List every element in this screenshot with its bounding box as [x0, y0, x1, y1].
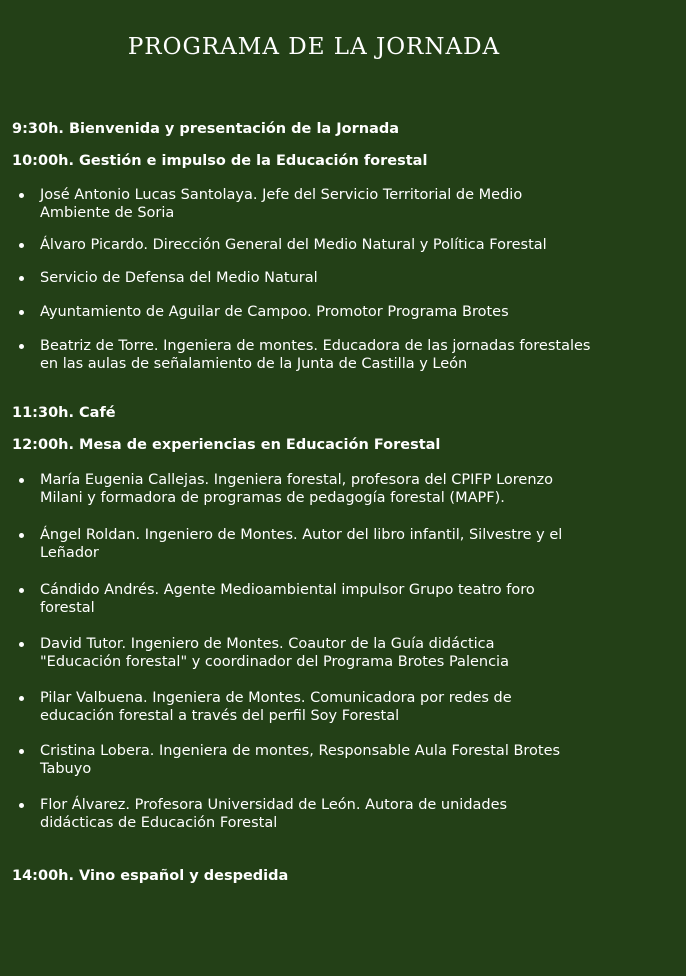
bullet-icon — [19, 310, 24, 315]
list-item-text: Ayuntamiento de Aguilar de Campoo. Promotor Programa Brotes — [40, 304, 509, 320]
list-item-text: Milani y formadora de programas de pedagogía forestal (MAPF). — [40, 490, 505, 506]
list-item-text: Ambiente de Soria — [40, 205, 175, 221]
bullet-icon — [19, 243, 24, 248]
list-item-text: forestal — [40, 600, 95, 616]
list-item-text: Álvaro Picardo. Dirección General del Medio Natural y Política Forestal — [40, 237, 547, 253]
list-item-text: Flor Álvarez. Profesora Universidad de León. Autora de unidades — [40, 797, 508, 813]
bullet-icon — [19, 803, 24, 808]
page-title: PROGRAMA DE LA JORNADA — [127, 34, 501, 60]
list-item-text: Pilar Valbuena. Ingeniera de Montes. Comunicadora por redes de — [40, 690, 512, 706]
list-item-text: Cándido Andrés. Agente Medioambiental impulsor Grupo teatro foro — [40, 582, 535, 598]
list-item-text: "Educación forestal" y coordinador del Programa Brotes Palencia — [40, 654, 509, 670]
list-item-text: María Eugenia Callejas. Ingeniera forestal, profesora del CPIFP Lorenzo — [40, 472, 554, 488]
session1-heading: 10:00h. Gestión e impulso de la Educación forestal — [12, 153, 428, 169]
list-item-text: Leñador — [40, 545, 99, 561]
list-item-text: David Tutor. Ingeniero de Montes. Coautor de la Guía didáctica — [40, 636, 495, 652]
bullet-icon — [19, 344, 24, 349]
list-item-text: Beatriz de Torre. Ingeniera de montes. Educadora de las jornadas forestales — [40, 338, 591, 354]
list-item-text: educación forestal a través del perfil Soy Forestal — [40, 708, 400, 724]
bullet-icon — [19, 193, 24, 198]
bullet-icon — [19, 533, 24, 538]
list-item-text: Servicio de Defensa del Medio Natural — [40, 270, 318, 286]
bullet-icon — [19, 642, 24, 647]
schedule-coffee: 11:30h. Café — [12, 405, 116, 421]
session2-heading: 12:00h. Mesa de experiencias en Educación Forestal — [12, 437, 441, 453]
bullet-icon — [19, 749, 24, 754]
bullet-icon — [19, 478, 24, 483]
list-item-text: José Antonio Lucas Santolaya. Jefe del Servicio Territorial de Medio — [40, 187, 523, 203]
list-item-text: en las aulas de señalamiento de la Junta de Castilla y León — [40, 356, 468, 372]
list-item-text: Cristina Lobera. Ingeniera de montes, Responsable Aula Forestal Brotes — [40, 743, 561, 759]
bullet-icon — [19, 696, 24, 701]
list-item-text: Ángel Roldan. Ingeniero de Montes. Autor del libro infantil, Silvestre y el — [40, 527, 563, 543]
list-item-text: Tabuyo — [40, 761, 92, 777]
schedule-closing: 14:00h. Vino español y despedida — [12, 868, 289, 884]
schedule-welcome: 9:30h. Bienvenida y presentación de la Jornada — [12, 121, 400, 137]
bullet-icon — [19, 588, 24, 593]
list-item-text: didácticas de Educación Forestal — [40, 815, 278, 831]
bullet-icon — [19, 276, 24, 281]
